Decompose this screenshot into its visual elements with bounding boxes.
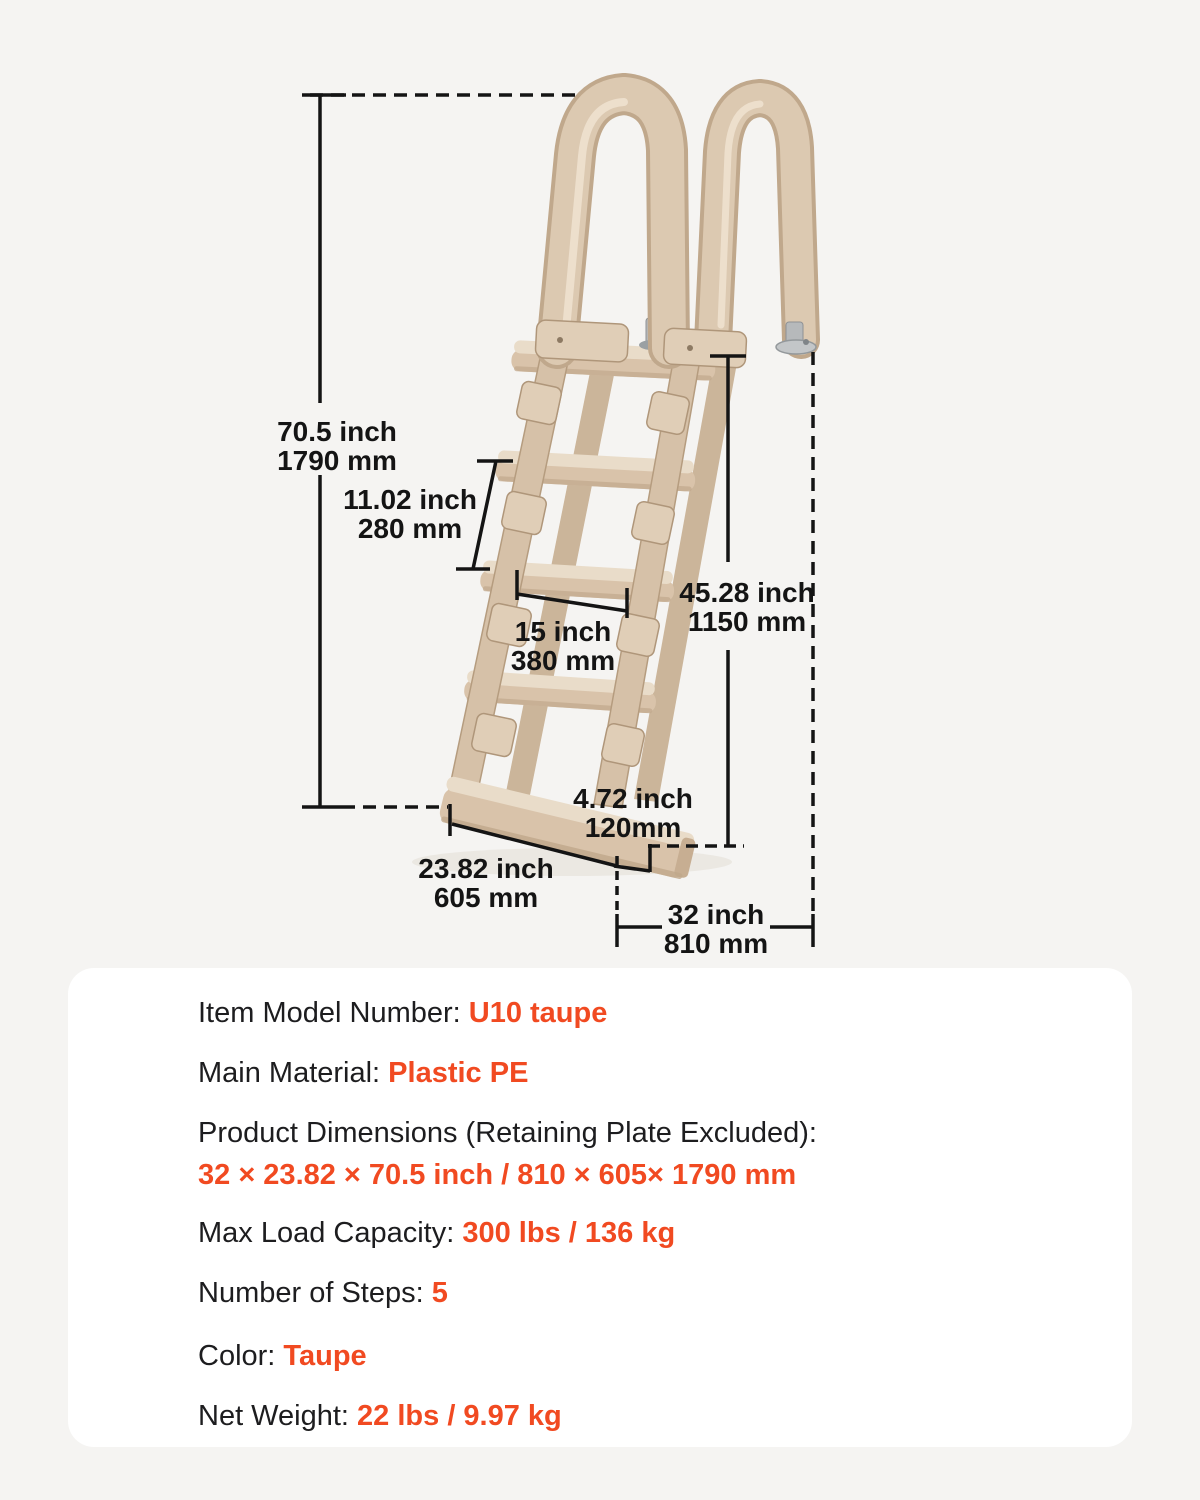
ladder — [438, 94, 816, 881]
product-spec-card — [68, 968, 1132, 1447]
spec-value: 5 — [431, 1277, 448, 1309]
spec-row-material — [198, 1057, 528, 1090]
spec-label: Main Material: — [198, 1057, 389, 1089]
spec-value: Plastic PE — [388, 1057, 529, 1089]
dim-label-base-length: 23.82 inch 605 mm — [418, 853, 554, 913]
dim-label-step-spacing: 11.02 inch 280 mm — [343, 484, 477, 544]
spec-value: 22 lbs / 9.97 kg — [357, 1400, 562, 1432]
dim-label-rail-height: 45.28 inch 1150 mm — [679, 577, 815, 637]
spec-label: Color: — [198, 1340, 284, 1372]
spec-label: Max Load Capacity: — [198, 1217, 463, 1249]
dim-label-total-height: 70.5 inch 1790 mm — [277, 416, 397, 476]
dim-label-base-height: 4.72 inch 120mm — [573, 783, 693, 843]
spec-row-color — [198, 1340, 367, 1373]
dim-label-overall-depth: 32 inch 810 mm — [663, 899, 769, 959]
spec-row-max-load — [198, 1217, 675, 1250]
ladder-handrail-left — [557, 94, 669, 348]
spec-row-model-number — [198, 997, 607, 1030]
spec-label: Number of Steps: — [198, 1277, 432, 1309]
spec-row-product-dimensions — [198, 1117, 817, 1192]
spec-row-net-weight — [198, 1400, 562, 1433]
spec-label: Net Weight: — [198, 1400, 358, 1432]
spec-value: 300 lbs / 136 kg — [462, 1217, 676, 1249]
dim-label-step-width: 15 inch 380 mm — [510, 616, 616, 676]
spec-label: Item Model Number: — [198, 997, 469, 1029]
spec-value: 32 × 23.82 × 70.5 inch / 810 × 605× 1790 mm — [198, 1159, 797, 1191]
spec-value: Taupe — [283, 1340, 367, 1372]
ladder-handrail-right — [713, 98, 801, 342]
spec-label: Product Dimensions (Retaining Plate Excluded): — [198, 1117, 817, 1149]
spec-value: U10 taupe — [468, 997, 608, 1029]
spec-row-number-of-steps — [198, 1277, 448, 1310]
